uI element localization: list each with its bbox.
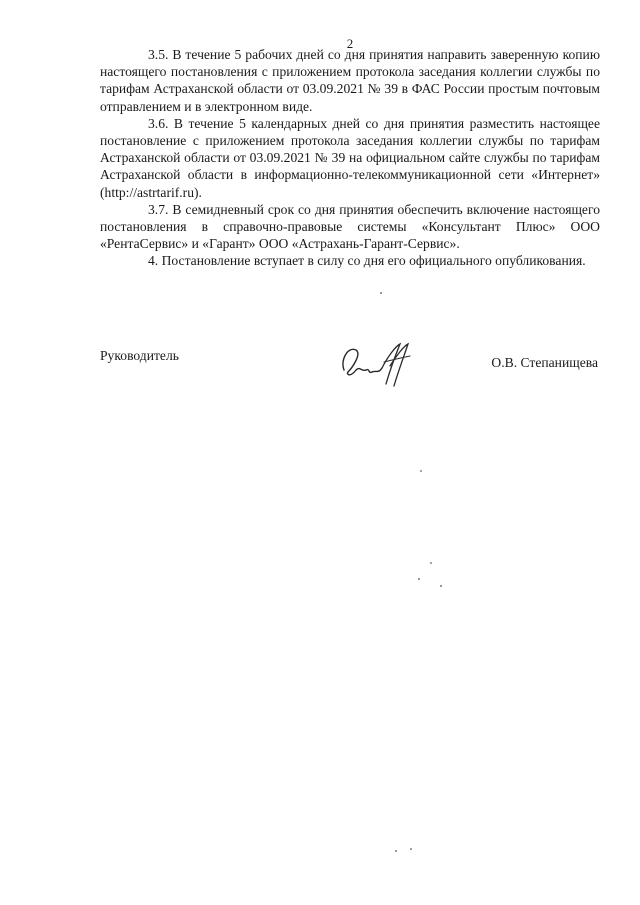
scan-speck <box>395 850 397 852</box>
scan-speck <box>410 848 412 850</box>
signatory-name: О.В. Степанищева <box>491 355 598 370</box>
paragraph-3-6: 3.6. В течение 5 календарных дней со дня принятия разместить настоящее постановление с приложением протокола заседания коллегии службы по тарифам Астраханской области от 03.09.2021 № 39 на официальном сайте службы по тарифам Астраханской области в информационно-телекоммуникационной сети «Интернет» (http://astrtarif.ru). <box>100 115 600 200</box>
page-number: 2 <box>346 36 354 51</box>
signatory-title: Руководитель <box>100 348 179 363</box>
scan-speck <box>430 562 432 564</box>
signature-block <box>100 340 600 380</box>
scan-speck <box>420 470 422 472</box>
scan-speck <box>440 585 442 587</box>
paragraph-3-7: 3.7. В семидневный срок со дня принятия обеспечить включение настоящего постановления в справочно-правовые системы «Консультант Плюс» ООО «РентаСервис» и «Гарант» ООО «Астрахань-Гарант-Сервис». <box>100 201 600 252</box>
paragraph-4: 4. Постановление вступает в силу со дня его официального опубликования. <box>148 253 586 269</box>
document-body <box>100 46 600 270</box>
scan-speck <box>418 578 420 580</box>
paragraph-3-5: 3.5. В течение 5 рабочих дней со дня принятия направить заверенную копию настоящего постановления с приложением протокола заседания коллегии службы по тарифам Астраханской области от 03.09.2021 № 39 в ФАС России простым почтовым отправлением и в электронном виде. <box>100 47 600 114</box>
handwritten-signature-icon <box>338 340 418 390</box>
scan-speck <box>380 292 382 294</box>
